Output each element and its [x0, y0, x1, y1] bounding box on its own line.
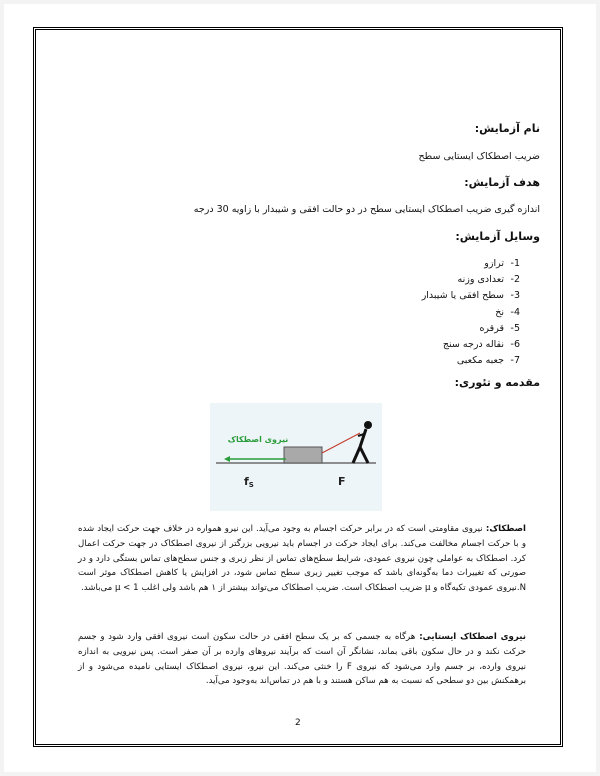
- page-number: 2: [295, 718, 301, 728]
- list-item: 5-قرقره: [479, 322, 520, 334]
- list-item: 1-ترازو: [484, 258, 520, 269]
- heading-experiment-goal: هدف آزمایش:: [464, 176, 540, 189]
- paragraph-friction: اصطکاک: نیروی مقاومتی است که در برابر حرکت اجسام به وجود می‌آید. این نیرو همواره در خلاف جهت حرکت ایجاد شده و با حرکت اجسام مخالفت می‌کند. برای ایجاد حرکت در اجسام باید نیرویی بزرگتر از نیروی اصطکاک در جهت حرکت اعمال کرد. اصطکاک به عواملی چون نیروی عمودی، شرایط سطح‌های تماس از نظر زبری و جنس سطح‌های تماس بستگی دارد و در صورتی که تغییرات دما به‌گونه‌ای باشد که موجب تغییر زبری سطح تماس شود، در افزایش یا کاهش اصطکاک موثر است N.نیروی عمودی تکیه‌گاه و μ ضریب اصطکاک است. ضریب اصطکاک می‌تواند بیشتر از ۱ هم باشد ولی اغلب 1 > μ می‌باشد.: [78, 524, 526, 594]
- list-item: 7-جعبه مکعبی: [456, 355, 520, 367]
- person-leg-back: [360, 447, 368, 463]
- list-item: 3-سطح افقی یا شیبدار: [421, 290, 520, 302]
- paragraph-static-friction: نیروی اصطکاک ایستایی: هرگاه به جسمی که بر یک سطح افقی در حالت سکون است نیروی افقی وارد شود و جسم حرکت نکند و در حال سکون باقی بماند، نشانگر آن است که برآیند نیروهای وارده بر آن صفر است. پس نیرویی به اندازه نیروی وارده، بر جسم وارد می‌شود که نیروی F را خنثی می‌کند. این نیرو، نیروی اصطکاک ایستایی نامیده می‌شود و از برهمکنش بین دو سطحی که نسبت به هم ساکن هستند و با هم در تماس‌اند به‌وجود می‌آید.: [78, 632, 526, 687]
- experiment-name-text: ضریب اصطکاک ایستایی سطح: [418, 151, 540, 162]
- friction-label: نیروی اصطکاک: [227, 435, 289, 444]
- list-item: 4-نخ: [495, 306, 520, 318]
- f-label: F: [338, 475, 346, 488]
- friction-diagram: [210, 403, 382, 511]
- equipment-list: [422, 256, 520, 369]
- person-head: [364, 421, 372, 429]
- friction-arrowhead: [224, 456, 230, 462]
- friction-figure: [210, 403, 382, 511]
- person-body: [360, 429, 366, 447]
- heading-introduction: مقدمه و تئوری:: [454, 376, 540, 389]
- experiment-goal-text: اندازه گیری ضریب اصطکاک ایستایی سطح در دو حالت افقی و شیبدار با زاویه 30 درجه: [193, 204, 540, 215]
- fs-label: fS: [244, 475, 254, 489]
- rope: [322, 433, 360, 453]
- heading-experiment-name: نام آزمایش:: [474, 122, 540, 135]
- person-leg-front: [353, 447, 360, 463]
- block: [284, 447, 322, 463]
- list-item: 2-تعدادی وزنه: [457, 274, 520, 286]
- heading-equipment: وسایل آزمایش:: [455, 230, 540, 243]
- list-item: 6-نقاله درجه سنج: [442, 338, 520, 350]
